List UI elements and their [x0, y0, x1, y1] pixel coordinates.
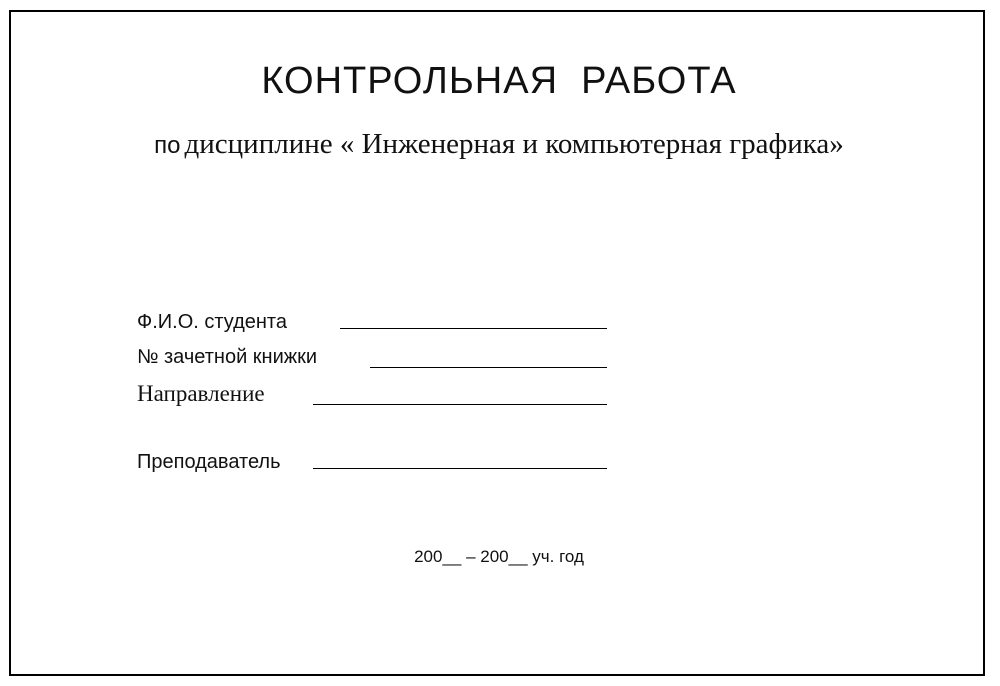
student-name-label: Ф.И.О. студента [137, 311, 287, 333]
teacher-blank [313, 468, 607, 469]
discipline-name: дисциплине « Инженерная и компьютерная графика» [184, 128, 844, 160]
document-title: КОНТРОЛЬНАЯ РАБОТА [261, 60, 737, 102]
teacher-label: Преподаватель [137, 451, 281, 473]
record-book-blank [370, 367, 607, 368]
discipline-prefix: по [154, 132, 181, 159]
academic-year: 200__ – 200__ уч. год [414, 547, 584, 566]
direction-blank [313, 404, 607, 405]
student-name-blank [340, 328, 607, 329]
direction-label: Направление [137, 381, 265, 406]
discipline-line [11, 128, 987, 161]
title-page [9, 10, 985, 676]
record-book-label: № зачетной книжки [137, 346, 318, 368]
